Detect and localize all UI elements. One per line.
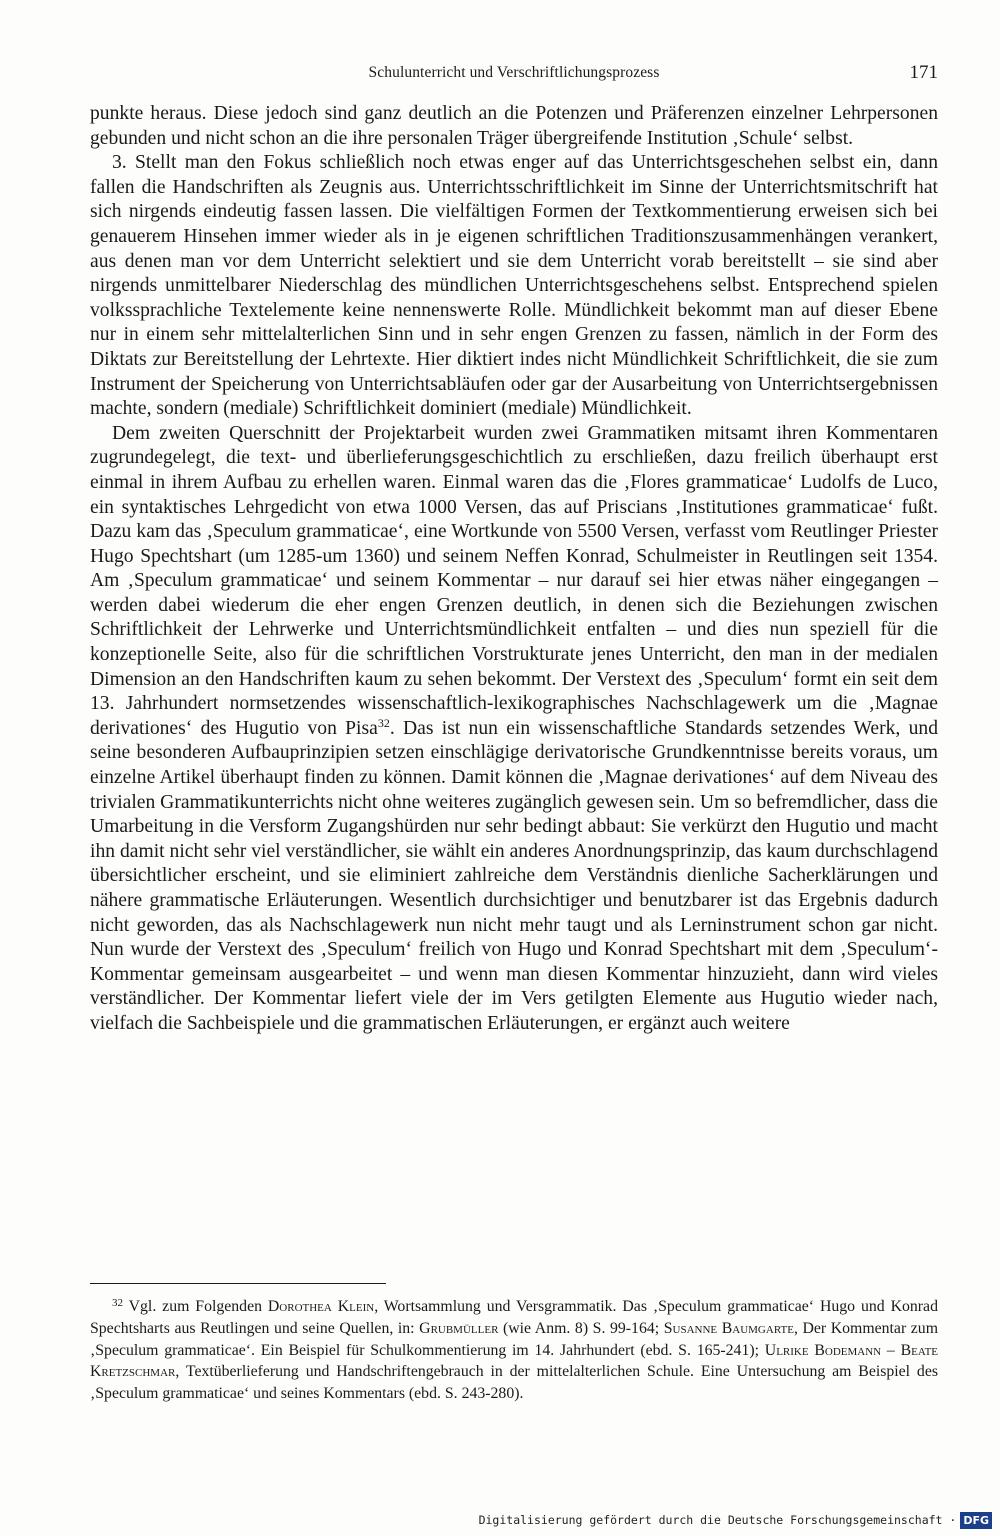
paragraph-2-text: 3. Stellt man den Fokus schließlich noch etwas enger auf das Unterrichtsgeschehen selbst ein, dann fallen die Handschriften als Zeugnis aus. Unterrichtsschriftlichkeit im Sinne der Unterrichtsmitschrift hat sich nirgends eindeutig fassen lassen. Die vielfältigen Formen der Textkommentierung erweisen sich bei genauerem Hinsehen immer wieder als in je eigenen schriftlichen Traditionszusammenhängen verankert, aus denen man vor dem Unterricht selektiert und sie dem Unterricht vorab bereitstellt – sie sind aber nirgends unmittelbarer Niederschlag des mündlichen Unterrichtsgeschehens selbst. Entsprechend spielen volkssprachliche Textelemente keine nennenswerte Rolle. Mündlichkeit bekommt man auf dieser Ebene nur in einem sehr mittelalterlichen Sinn und in sehr engen Grenzen zu fassen, nämlich in der Form des Diktats zur Bereitstellung der Lehrtexte. Hier diktiert indes nicht Mündlichkeit Schriftlichkeit, die sie zum Instrument der Speicherung von Unterrichtsabläufen oder gar der Ausarbeitung von Unterrichtsergebnissen machte, sondern (mediale) Schriftlichkeit dominiert (mediale) Mündlichkeit. — [90, 152, 938, 420]
body-text — [90, 102, 938, 1037]
paragraph-3-text-start: Dem zweiten Querschnitt der Projektarbeit wurden zwei Grammatiken mitsamt ihren Kommentaren zugrundegelegt, die text- und überlieferungsgeschichtlich zu erschließen, dazu freilich überhaupt erst einmal in ihrem Aufbau zu erhellen waren. Einmal waren das die ‚Flores grammaticae‘ Ludolfs de Luco, ein syntaktisches Lehrgedicht von etwa 1000 Versen, das auf Priscians ‚Institutiones grammaticae‘ fußt. Dazu kam das ‚Speculum grammaticae‘, eine Wortkunde von 5500 Versen, verfasst vom Reutlinger Priester Hugo Spechtshart (um 1285-um 1360) und seinem Neffen Konrad, Schulmeister in Reutlingen seit 1354. Am ‚Speculum grammaticae‘ und seinem Kommentar – nur darauf sei hier etwas näher eingegangen – werden dabei wiederum die eher engen Grenzen deutlich, in denen sich die Beziehungen zwischen Schriftlichkeit der Lehrwerke und Unterrichtsmündlichkeit entfalten – und dies nun speziell für die konzeptionelle Seite, also für die schriftlichen Vorstrukturate jenes Unterricht, den man in der medialen Dimension an den Handschriften kaum zu sehen bekommt. Der Verstext des ‚Speculum‘ formt ein seit dem 13. Jahrhundert normsetzendes wissenschaftlich-lexikographisches Nachschlagewerk um die ‚Magnae derivationes‘ des Hugutio von Pisa — [90, 422, 938, 739]
footnote-text-segment: , Wortsammlung und Versgrammatik. Das ‚Speculum grammaticae‘ Hugo und Konrad Spechtsharts aus Reutlingen und seine Quellen, in: — [90, 1298, 938, 1337]
footnote-reference-marker[interactable]: 32 — [377, 715, 390, 730]
footnote-text-segment: – — [881, 1341, 901, 1359]
footnote-text-segment: Vgl. zum Folgenden — [128, 1298, 268, 1315]
footnote-text-segment: (wie Anm. 8) S. 99-164; — [498, 1319, 664, 1337]
footnote-text-segment: , Der Kommentar zum ‚Speculum grammaticae‘. Ein Beispiel für Schulkommentierung im 14. Jahrhundert (ebd. S. 165-241); — [90, 1319, 938, 1359]
footnote-separator-rule — [90, 1283, 386, 1284]
paragraph-2 — [90, 151, 938, 422]
paragraph-1-text: punkte heraus. Diese jedoch sind ganz deutlich an die Potenzen und Präferenzen einzelner Lehrpersonen gebunden und nicht schon an die ihre personalen Träger übergreifende Institution ‚Schule‘ selbst. — [90, 103, 938, 149]
footnote-author-name: Beate Kretzschmar — [90, 1341, 939, 1381]
footnote-number: 32 — [112, 1297, 123, 1309]
digitization-credit — [479, 1510, 992, 1530]
paragraph-3 — [90, 422, 938, 1037]
footnote-author-name: Dorothea Klein — [267, 1298, 375, 1315]
footnote-text-segment: , Textüberlieferung und Handschriftengebrauch in der mittelalterlichen Schule. Eine Untersuchung am Beispiel des ‚Speculum grammaticae‘ und seines Kommentars (ebd. S. 243-280). — [90, 1363, 938, 1403]
footnote-author-name: Grubmüller — [419, 1319, 499, 1337]
paragraph-1 — [90, 102, 938, 151]
digitization-credit-text: Digitalisierung gefördert durch die Deutsche Forschungsgemeinschaft · — [478, 1513, 957, 1527]
footnote-text — [90, 1298, 938, 1402]
running-head — [90, 64, 938, 88]
page-number: 171 — [909, 62, 938, 83]
footnote-author-name: Ulrike Bodemann — [764, 1341, 882, 1359]
running-title: Schulunterricht und Verschriftlichungsprozess — [368, 64, 660, 81]
dfg-logo: DFG — [960, 1512, 992, 1529]
footnote-author-name: Susanne Baumgarte — [663, 1319, 794, 1337]
footnote — [90, 1296, 938, 1405]
paragraph-3-text-end: . Das ist nun ein wissenschaftliche Standards setzendes Werk, und seine besonderen Aufbauprinzipien setzen einschlägige derivatorische Grundkenntnisse bereits voraus, um einzelne Artikel überhaupt finden zu können. Damit können die ‚Magnae derivationes‘ auf dem Niveau des trivialen Grammatikunterrichts nicht ohne weiteres zugänglich gewesen sein. Um so befremdlicher, dass die Umarbeitung in die Versform Zugangshürden nur sehr bedingt abbaut: Sie verkürzt den Hugutio und macht ihn damit nicht sehr viel verständlicher, sie wählt ein anderes Anordnungsprinzip, das kaum durchschlagend übersichtlicher erscheint, und sie eliminiert zahlreiche dem Verständnis dienliche Sacherklärungen und nähere grammatische Erläuterungen. Wesentlich durchsichtiger und benutzbarer ist das Ergebnis dadurch nicht geworden, das als Nachschlagewerk nun nicht mehr taugt und als Lerninstrument schon gar nicht. Nun wurde der Verstext des ‚Speculum‘ freilich von Hugo und Konrad Spechtshart mit dem ‚Speculum‘-Kommentar gemeinsam ausgearbeitet – und wenn man diesen Kommentar hinzuzieht, dann wird vieles verständlicher. Der Kommentar liefert viele der im Vers getilgten Elemente aus Hugutio wieder nach, vielfach die Sachbeispiele und die grammatischen Erläuterungen, er ergänzt auch weitere — [90, 717, 939, 1034]
